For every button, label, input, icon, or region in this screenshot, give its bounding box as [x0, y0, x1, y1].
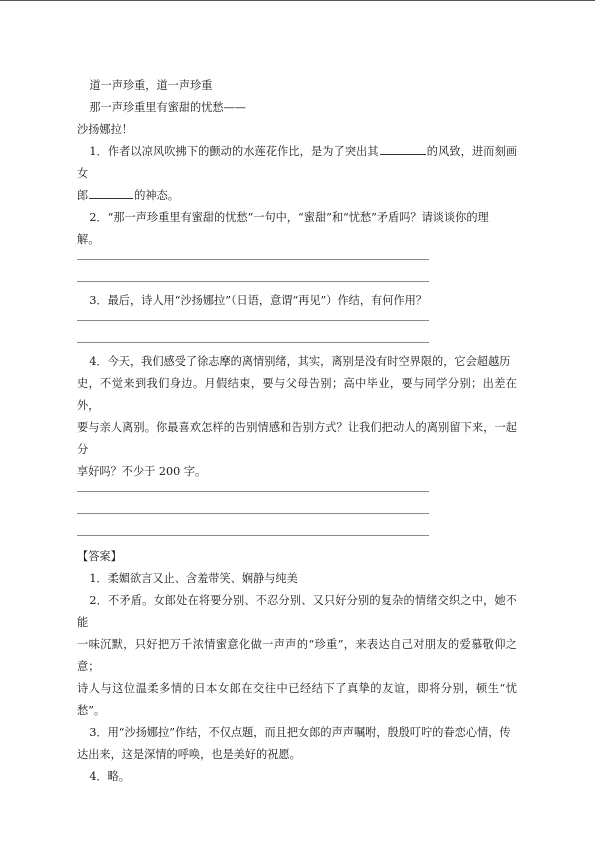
answer-line[interactable]: [77, 513, 429, 514]
answer-2-cont-2: 诗人与这位温柔多情的日本女郎在交往中已经结下了真挚的友谊，即将分别，顿生“忧愁”。: [77, 682, 517, 717]
question-1: [77, 141, 517, 185]
question-1-text-d: 的神态。: [134, 189, 179, 202]
answer-2: 2．不矛盾。女郎处在将要分别、不忍分别、又只好分别的复杂的情绪交织之中，她不能: [77, 594, 517, 629]
poem-line-3: 沙扬娜拉！: [77, 123, 133, 136]
answer-heading: 【答案】: [77, 550, 122, 563]
answer-3: 3．用“沙扬娜拉”作结，不仅点题，而且把女郎的声声嘱咐，殷殷叮咛的眷恋心情，传: [89, 726, 511, 739]
poem-line-2: 那一声珍重里有蜜甜的忧愁——: [89, 101, 246, 114]
document-page: [77, 75, 517, 788]
question-4-cont-1: 史，不觉来到我们身边。月假结束，要与父母告别；高中毕业，要与同学分别；出差在外，: [77, 377, 517, 412]
question-2-cont: 解。: [77, 233, 100, 246]
question-1-text-c: 郎: [77, 189, 89, 202]
question-1-text-b: 的风致，进而刻画女: [77, 145, 517, 180]
answer-4: 4．略。: [89, 770, 130, 783]
question-1-blank-1[interactable]: [380, 142, 426, 155]
answer-3-cont: 达出来，这是深情的呼唤，也是美好的祝愿。: [77, 748, 301, 761]
answer-line[interactable]: [77, 491, 429, 492]
question-1-text-a: 1．作者以凉风吹拂下的颤动的水莲花作比，是为了突出其: [89, 145, 379, 158]
poem-line-1: 道一声珍重，道一声珍重: [89, 79, 213, 92]
question-4-cont-2: 要与亲人离别。你最喜欢怎样的告别情感和告别方式？让我们把动人的离别留下来，一起分: [77, 421, 517, 456]
question-1-blank-2[interactable]: [89, 186, 133, 199]
answer-line[interactable]: [77, 342, 429, 343]
page-top-rule: [0, 0, 595, 1]
answer-1: 1．柔媚欲言又止、含羞带笑、娴静与纯美: [89, 572, 298, 585]
answer-line[interactable]: [77, 535, 429, 536]
answer-2-cont-1: 一味沉默，只好把万千浓情蜜意化做一声声的“珍重”，来表达自己对朋友的爱慕敬仰之意；: [77, 638, 517, 673]
answer-line[interactable]: [77, 281, 429, 282]
answer-line[interactable]: [77, 320, 429, 321]
question-2: 2．“那一声珍重里有蜜甜的忧愁”一句中，“蜜甜”和“忧愁”矛盾吗？请谈谈你的理: [89, 211, 489, 224]
answer-line[interactable]: [77, 259, 429, 260]
question-3: 3．最后，诗人用“沙扬娜拉”（日语，意谓“再见”）作结，有何作用？: [89, 294, 427, 307]
question-4-cont-3: 享好吗？不少于 200 字。: [77, 465, 207, 478]
question-4: 4．今天，我们感受了徐志摩的离情别绪，其实，离别是没有时空界限的，它会超越历: [89, 355, 511, 368]
question-1-cont: [77, 185, 517, 207]
